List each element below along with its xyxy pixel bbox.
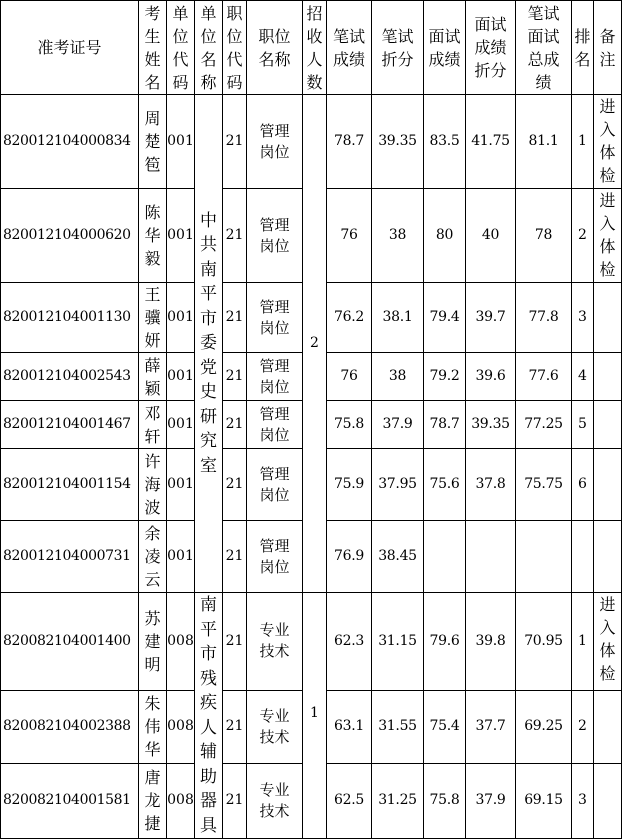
remark-cell: [594, 521, 622, 593]
unit-code: 001: [167, 133, 194, 149]
unit-code: 001: [167, 476, 194, 492]
rank-cell: [572, 449, 594, 521]
interview-score: 79.2: [429, 368, 460, 384]
written-score: 76: [340, 368, 358, 384]
header-written-converted: 笔试折分: [372, 1, 424, 95]
unit-name-cell: [195, 95, 223, 593]
header-exam-id: 准考证号: [1, 1, 139, 95]
interview-converted: 39.8: [475, 632, 506, 649]
header-written-score: 笔试成绩: [327, 1, 372, 95]
interview-converted: 37.7: [475, 718, 506, 735]
header-rank: 排名: [572, 1, 594, 95]
written-score: 76: [340, 227, 358, 243]
quota-cell: [303, 95, 327, 593]
written-converted-cell: [372, 593, 424, 691]
interview-score-cell: [424, 95, 466, 189]
total-score-cell: [516, 690, 572, 763]
candidate-name-cell: [139, 401, 167, 449]
interview-converted: 40: [481, 227, 500, 243]
unit-code: 001: [167, 368, 194, 384]
unit-code: 008: [167, 792, 194, 809]
total-score: 69.15: [524, 792, 563, 809]
exam-id: 820082104001400: [3, 632, 131, 649]
rank-cell: [572, 401, 594, 449]
interview-score: 80: [435, 227, 454, 243]
remark-cell: [594, 763, 622, 838]
written-converted-cell: [372, 521, 424, 593]
written-converted: 38.1: [382, 309, 413, 325]
candidate-name: 周楚笣: [144, 109, 161, 174]
total-score: 81.1: [528, 133, 559, 149]
position-name: 管理岗位: [259, 464, 290, 504]
written-score-cell: [327, 401, 372, 449]
rank-cell: [572, 189, 594, 283]
rank: 3: [578, 309, 587, 325]
remark-cell: [594, 449, 622, 521]
exam-id: 820082104002388: [3, 718, 131, 735]
written-score-cell: [327, 283, 372, 353]
position-code-cell: [223, 353, 247, 401]
position-code: 21: [225, 632, 244, 649]
written-converted-cell: [372, 189, 424, 283]
header-remark: 备注: [594, 1, 622, 95]
candidate-name-cell: [139, 283, 167, 353]
exam-id: 820012104000731: [3, 548, 131, 564]
position-code-cell: [223, 283, 247, 353]
exam-id-cell: [1, 593, 139, 691]
position-code-cell: [223, 521, 247, 593]
exam-id-cell: [1, 763, 139, 838]
interview-score-cell: [424, 401, 466, 449]
candidate-name: 王骥妍: [144, 285, 161, 350]
total-score-cell: [516, 189, 572, 283]
rank: 1: [578, 632, 587, 649]
candidate-name-cell: [139, 690, 167, 763]
header-interview-converted: 面试成绩折分: [466, 1, 516, 95]
total-score: 75.75: [524, 476, 563, 492]
exam-id-cell: [1, 189, 139, 283]
interview-converted-cell: [466, 353, 516, 401]
total-score-cell: [516, 521, 572, 593]
position-name-cell: [247, 401, 303, 449]
unit-name-cell: [195, 593, 223, 839]
written-score: 62.3: [334, 632, 364, 649]
written-score: 76.9: [334, 548, 364, 564]
written-converted: 31.15: [378, 632, 417, 649]
candidate-name: 邓轩: [144, 403, 161, 446]
exam-id: 820012104000834: [3, 133, 131, 149]
written-converted-cell: [372, 401, 424, 449]
written-converted: 37.9: [382, 416, 413, 432]
interview-score-cell: [424, 283, 466, 353]
header-quota: 招收人数: [303, 1, 327, 95]
written-score-cell: [327, 95, 372, 189]
total-score: 77.25: [524, 416, 563, 432]
total-score: 69.25: [524, 718, 563, 735]
exam-id: 820012104000620: [3, 227, 131, 243]
position-name-cell: [247, 593, 303, 691]
unit-code-cell: [167, 521, 195, 593]
position-name-cell: [247, 189, 303, 283]
position-code-cell: [223, 690, 247, 763]
candidate-name-cell: [139, 95, 167, 189]
unit-code-cell: [167, 690, 195, 763]
remark-cell: [594, 283, 622, 353]
written-converted: 31.25: [378, 792, 417, 809]
interview-converted-cell: [466, 593, 516, 691]
candidate-name-cell: [139, 521, 167, 593]
unit-code-cell: [167, 449, 195, 521]
interview-score-cell: [424, 189, 466, 283]
exam-id: 820012104002543: [3, 368, 131, 384]
written-score-cell: [327, 763, 372, 838]
position-code: 21: [225, 548, 244, 564]
rank-cell: [572, 283, 594, 353]
position-name: 管理岗位: [259, 356, 290, 396]
candidate-name-cell: [139, 353, 167, 401]
interview-converted-cell: [466, 95, 516, 189]
unit-name: 南平市残疾人辅助器具: [200, 595, 217, 836]
written-converted-cell: [372, 449, 424, 521]
table-row: [1, 95, 622, 189]
interview-converted: 37.8: [475, 476, 506, 492]
rank: 4: [578, 368, 587, 384]
written-score-cell: [327, 593, 372, 691]
rank: 2: [578, 227, 587, 243]
position-code-cell: [223, 449, 247, 521]
rank-cell: [572, 521, 594, 593]
rank: 3: [578, 792, 587, 809]
remark: 进入体检: [599, 191, 616, 279]
remark-cell: [594, 690, 622, 763]
exam-id-cell: [1, 521, 139, 593]
position-name: 管理岗位: [259, 404, 290, 444]
position-name-cell: [247, 95, 303, 189]
interview-score-cell: [424, 690, 466, 763]
candidate-name-cell: [139, 593, 167, 691]
rank: 1: [578, 133, 587, 149]
interview-score: 79.6: [429, 632, 460, 649]
unit-code-cell: [167, 593, 195, 691]
exam-id-cell: [1, 690, 139, 763]
position-code: 21: [225, 368, 244, 384]
unit-code: 008: [167, 632, 194, 649]
exam-id: 820012104001154: [3, 476, 131, 492]
written-score: 76.2: [334, 309, 364, 325]
interview-converted: 39.6: [475, 368, 506, 384]
unit-code-cell: [167, 283, 195, 353]
position-code: 21: [225, 792, 244, 809]
candidate-name-cell: [139, 763, 167, 838]
header-position-name: 职位名称: [247, 1, 303, 95]
written-converted: 38.45: [378, 548, 417, 564]
interview-converted-cell: [466, 189, 516, 283]
position-code: 21: [225, 309, 244, 325]
unit-code: 001: [167, 416, 194, 432]
interview-score: 78.7: [429, 416, 460, 432]
remark-cell: [594, 95, 622, 189]
written-converted: 38: [388, 227, 407, 243]
rank-cell: [572, 690, 594, 763]
position-name: 管理岗位: [259, 121, 290, 161]
candidate-name: 陈华毅: [144, 203, 161, 268]
position-code: 21: [225, 718, 244, 735]
interview-converted: 37.9: [475, 792, 506, 809]
unit-code: 001: [167, 309, 194, 325]
interview-score-cell: [424, 353, 466, 401]
exam-id-cell: [1, 353, 139, 401]
remark-cell: [594, 401, 622, 449]
written-converted-cell: [372, 690, 424, 763]
total-score-cell: [516, 593, 572, 691]
written-score: 63.1: [334, 718, 364, 735]
written-converted-cell: [372, 95, 424, 189]
remark-cell: [594, 353, 622, 401]
interview-score: 75.4: [429, 718, 460, 735]
table-row: [1, 593, 622, 691]
rank-cell: [572, 353, 594, 401]
written-score: 62.5: [334, 792, 364, 809]
written-score: 75.8: [334, 416, 364, 432]
exam-id-cell: [1, 401, 139, 449]
interview-converted-cell: [466, 521, 516, 593]
remark: 进入体检: [599, 97, 616, 185]
remark: 进入体检: [599, 595, 616, 683]
header-unit-code: 单位代码: [167, 1, 195, 95]
written-converted: 37.95: [378, 476, 417, 492]
unit-code-cell: [167, 353, 195, 401]
exam-id: 820012104001467: [3, 416, 131, 432]
written-score-cell: [327, 353, 372, 401]
written-score-cell: [327, 690, 372, 763]
total-score-cell: [516, 283, 572, 353]
written-converted: 39.35: [378, 133, 417, 149]
position-name: 专业技术: [259, 780, 290, 820]
rank: 5: [578, 416, 587, 432]
rank: 6: [578, 476, 587, 492]
rank-cell: [572, 763, 594, 838]
position-name-cell: [247, 763, 303, 838]
interview-score-cell: [424, 763, 466, 838]
written-score: 78.7: [334, 133, 364, 149]
candidate-name: 余凌云: [144, 524, 161, 589]
position-name: 专业技术: [259, 621, 290, 661]
written-score: 75.9: [334, 476, 364, 492]
position-code-cell: [223, 189, 247, 283]
rank-cell: [572, 593, 594, 691]
quota-cell: [303, 593, 327, 839]
written-converted-cell: [372, 353, 424, 401]
unit-code: 001: [167, 548, 194, 564]
interview-score: 83.5: [429, 133, 460, 149]
remark-cell: [594, 593, 622, 691]
written-score-cell: [327, 189, 372, 283]
candidate-name: 许海波: [144, 452, 161, 517]
position-name-cell: [247, 449, 303, 521]
exam-id-cell: [1, 283, 139, 353]
unit-code-cell: [167, 95, 195, 189]
written-converted-cell: [372, 283, 424, 353]
unit-code-cell: [167, 763, 195, 838]
written-score-cell: [327, 521, 372, 593]
header-unit-name: 单位名称: [195, 1, 223, 95]
position-code-cell: [223, 763, 247, 838]
position-name-cell: [247, 353, 303, 401]
quota: 2: [310, 335, 319, 351]
header-position-code: 职位代码: [223, 1, 247, 95]
interview-converted-cell: [466, 763, 516, 838]
unit-code-cell: [167, 401, 195, 449]
position-name: 管理岗位: [259, 215, 290, 255]
written-converted-cell: [372, 763, 424, 838]
total-score: 77.8: [528, 309, 559, 325]
position-code: 21: [225, 416, 244, 432]
position-code-cell: [223, 401, 247, 449]
rank-cell: [572, 95, 594, 189]
written-converted: 38: [388, 368, 407, 384]
position-name: 专业技术: [259, 706, 290, 746]
position-code: 21: [225, 476, 244, 492]
quota: 1: [310, 705, 319, 721]
candidate-name: 苏建明: [144, 608, 161, 674]
total-score-cell: [516, 449, 572, 521]
rank: 2: [578, 718, 587, 735]
unit-code-cell: [167, 189, 195, 283]
candidate-name: 唐龙捷: [144, 768, 161, 834]
interview-score-cell: [424, 521, 466, 593]
interview-score-cell: [424, 449, 466, 521]
interview-score: 79.4: [429, 309, 460, 325]
header-total-score: 笔试面试总成绩: [516, 1, 572, 95]
unit-code: 008: [167, 718, 194, 735]
position-code: 21: [225, 227, 244, 243]
candidate-name-cell: [139, 189, 167, 283]
position-name: 管理岗位: [259, 536, 290, 576]
remark-cell: [594, 189, 622, 283]
interview-converted: 39.7: [475, 309, 506, 325]
position-name-cell: [247, 521, 303, 593]
position-name: 管理岗位: [259, 297, 290, 337]
header-interview-score: 面试成绩: [424, 1, 466, 95]
interview-converted-cell: [466, 283, 516, 353]
interview-converted-cell: [466, 449, 516, 521]
interview-converted: 41.75: [471, 133, 510, 149]
exam-id-cell: [1, 95, 139, 189]
total-score-cell: [516, 353, 572, 401]
candidate-name: 薛颖: [144, 355, 161, 398]
header-candidate-name: 考生姓名: [139, 1, 167, 95]
position-name-cell: [247, 690, 303, 763]
position-name-cell: [247, 283, 303, 353]
interview-converted-cell: [466, 690, 516, 763]
position-code-cell: [223, 95, 247, 189]
candidate-name: 朱伟华: [144, 694, 161, 760]
candidate-name-cell: [139, 449, 167, 521]
total-score-cell: [516, 401, 572, 449]
exam-id: 820012104001130: [3, 309, 131, 325]
total-score-cell: [516, 95, 572, 189]
total-score: 77.6: [528, 368, 559, 384]
total-score-cell: [516, 763, 572, 838]
written-converted: 31.55: [378, 718, 417, 735]
interview-converted: 39.35: [471, 416, 510, 432]
total-score: 70.95: [524, 632, 563, 649]
written-score-cell: [327, 449, 372, 521]
exam-id-cell: [1, 449, 139, 521]
unit-name: 中共南平市委党史研究室: [200, 210, 217, 476]
interview-converted-cell: [466, 401, 516, 449]
interview-score: 75.6: [429, 476, 460, 492]
header-row: [1, 1, 622, 95]
position-code: 21: [225, 133, 244, 149]
position-code-cell: [223, 593, 247, 691]
unit-code: 001: [167, 227, 194, 243]
interview-score: 75.8: [429, 792, 460, 809]
exam-id: 820082104001581: [3, 792, 131, 809]
interview-score-cell: [424, 593, 466, 691]
total-score: 78: [534, 227, 553, 243]
